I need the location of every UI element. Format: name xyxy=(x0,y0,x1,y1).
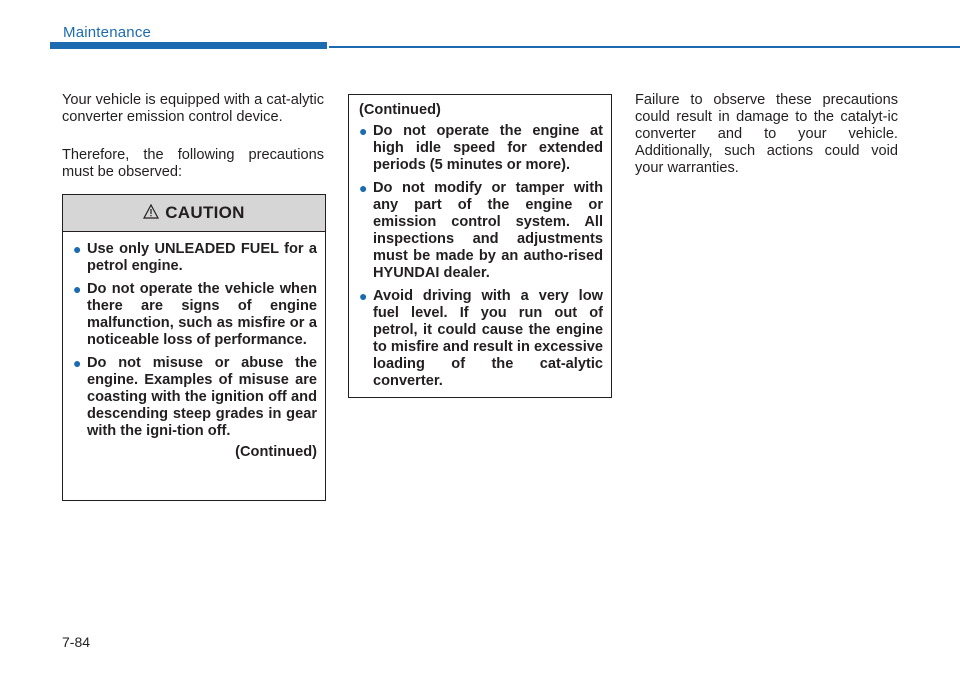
continued-box-label: (Continued) xyxy=(359,102,441,118)
continued-item: ● Do not operate the engine at high idle speed for extended periods (5 minutes or more). xyxy=(359,123,603,173)
bullet-icon: ● xyxy=(359,288,368,304)
warning-paragraph: Failure to observe these precautions could result in damage to the catalyt-ic converter and to your vehicle. Additionally, such actions could void your warranties. xyxy=(635,92,898,176)
caution-header xyxy=(63,195,325,232)
bullet-icon: ● xyxy=(359,123,368,139)
continued-box xyxy=(348,94,612,398)
continued-item: ● Do not modify or tamper with any part of the engine or emission control system. All inspections and adjustments must be made by an autho-rised HYUNDAI dealer. xyxy=(359,180,603,281)
caution-box xyxy=(62,194,326,501)
bullet-icon: ● xyxy=(359,180,368,196)
bullet-icon: ● xyxy=(73,355,82,371)
page-number: 7-84 xyxy=(62,634,91,650)
caution-list xyxy=(73,241,317,440)
precautions-paragraph: Therefore, the following precautions must be observed: xyxy=(62,147,324,180)
caution-item: ● Do not misuse or abuse the engine. Examples of misuse are coasting with the ignition off and descending steep grades in gear with the igni-tion off. xyxy=(73,355,317,439)
section-title: Maintenance xyxy=(63,24,152,41)
header-rule-thick xyxy=(50,42,327,49)
intro-paragraph: Your vehicle is equipped with a cat-alytic converter emission control device. xyxy=(62,92,324,125)
caution-item: ● Do not operate the vehicle when there are signs of engine malfunction, such as misfire or a noticeable loss of performance. xyxy=(73,281,317,348)
bullet-icon: ● xyxy=(73,241,82,257)
continued-item: ● Avoid driving with a very low fuel level. If you run out of petrol, it could cause the engine to misfire and result in excessive loading of the cat-alytic converter. xyxy=(359,288,603,389)
caution-heading: CAUTION xyxy=(165,203,245,222)
warning-triangle-icon xyxy=(143,204,159,219)
header-rule-thin xyxy=(329,46,960,48)
caution-item: ● Use only UNLEADED FUEL for a petrol engine. xyxy=(73,241,317,274)
bullet-icon: ● xyxy=(73,281,82,297)
caution-continued-label: (Continued) xyxy=(235,444,317,460)
continued-list xyxy=(359,123,603,390)
